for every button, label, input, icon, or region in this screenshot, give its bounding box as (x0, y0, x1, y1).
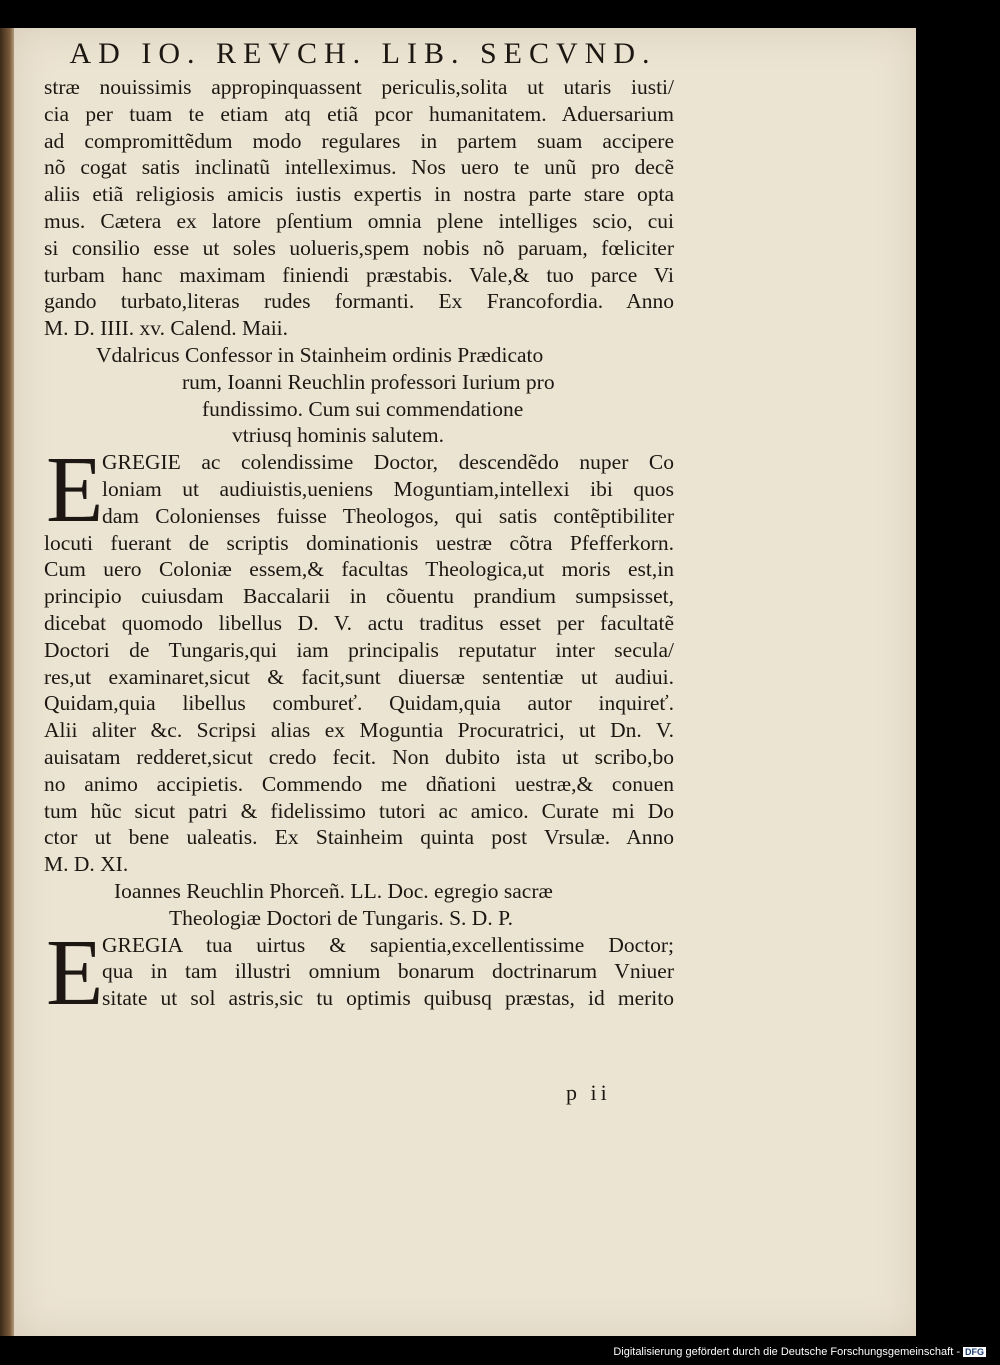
letter-heading-1 (44, 342, 674, 449)
text-line: dicebat quomodo libellus D. V. actu traditus esset per facultatẽ (44, 610, 674, 635)
text-line: GREGIE ac colendissime Doctor, descendẽdo nuper Co (102, 450, 674, 475)
text-line: ctor ut bene ualeatis. Ex Stainheim quinta post Vrsulæ. Anno (44, 825, 674, 850)
text-line: nõ cogat satis inclinatũ intelleximus. Nos uero te unũ pro decẽ (44, 155, 674, 180)
text-line: principio cuiusdam Baccalarii in cõuentu prandium sumpsisset, (44, 584, 674, 609)
page-text (44, 36, 674, 1025)
text-line: loniam ut audiuistis,ueniens Moguntiam,intellexi ibi quos (102, 476, 674, 501)
drop-initial: E (46, 920, 104, 1025)
text-line: aliis etiã religiosis amicis iustis expertis in nostra parte stare opta (44, 182, 674, 207)
drop-initial: E (46, 438, 104, 543)
signature-mark: p ii (566, 1080, 611, 1105)
text-line: tum hũc sicut patri & fidelissimo tutori ac amico. Curate mi Do (44, 798, 674, 823)
letter-heading-2 (44, 878, 674, 932)
text-line: gando turbato,literas rudes formanti. Ex Francofordia. Anno (44, 289, 674, 314)
running-head: AD IO. REVCH. LIB. SECVND. (69, 37, 657, 70)
paragraph-1 (44, 74, 674, 342)
text-line: GREGIA tua uirtus & sapientia,excellentissime Doctor; (102, 932, 674, 957)
text-line: sitate ut sol astris,sic tu optimis quibusq præstas, id merito (102, 986, 674, 1011)
text-line: ad compromittẽdum modo regulares in partem suam accipere (44, 128, 674, 153)
text-line: dam Colonienses fuisse Theologos, qui satis contẽptibiliter (102, 503, 674, 528)
text-line: mus. Cætera ex latore pſentium omnia plene intelliges scio, cui (44, 208, 674, 233)
heading-line: vtriusq hominis salutem. (232, 423, 445, 448)
text-line: turbam hanc maximam finiendi præstabis. Vale,& tuo parce Vi (44, 262, 674, 287)
text-line: auisatam redderet,sicut credo fecit. Non dubito ista ut scribo,bo (44, 744, 674, 769)
text-line: Alii aliter &c. Scripsi alias ex Moguntia Procuratrici, ut Dn. V. (44, 718, 674, 743)
text-line: M. D. IIII. xv. Calend. Maii. (44, 316, 289, 341)
text-line: res,ut examinaret,sicut & facit,sunt diuersæ sententiæ ut audiui. (44, 664, 674, 689)
paragraph-2 (44, 438, 674, 878)
text-line: M. D. XI. (44, 852, 129, 877)
heading-line: Theologiæ Doctori de Tungaris. S. D. P. (169, 905, 514, 930)
text-line: Quidam,quia libellus combureť. Quidam,quia autor inquireť. (44, 691, 674, 716)
text-line: stræ nouissimis appropinquassent periculis,solita ut utaris iusti/ (44, 75, 674, 99)
text-line: Doctori de Tungaris,qui iam principalis reputatur inter secula/ (44, 637, 674, 662)
text-line: cia per tuam te etiam atq etiã pcor humanitatem. Aduersarium (44, 101, 674, 126)
text-line: si consilio esse ut soles uolueris,spem nobis nõ paruam, fœliciter (44, 235, 674, 260)
text-line: locuti fuerant de scriptis dominationis uestræ cõtra Pfefferkorn. (44, 530, 674, 555)
dfg-logo: DFG (965, 1347, 984, 1358)
text-line: qua in tam illustri omnium bonarum doctrinarum Vniuer (102, 959, 674, 984)
footer-credit (613, 1346, 986, 1358)
footer-text: Digitalisierung gefördert durch die Deutsche Forschungsgemeinschaft - (613, 1346, 960, 1358)
heading-line: Ioannes Reuchlin Phorceñ. LL. Doc. egregio sacræ (114, 878, 553, 903)
text-line: no animo accipietis. Commendo me dñationi uestræ,& conuen (44, 771, 674, 796)
heading-line: rum, Ioanni Reuchlin professori Iurium pro (182, 369, 555, 394)
paragraph-3 (44, 920, 674, 1025)
heading-line: Vdalricus Confessor in Stainheim ordinis Prædicato (96, 342, 544, 367)
heading-line: fundissimo. Cum sui commendatione (202, 396, 524, 421)
text-line: Cum uero Coloniæ essem,& facultas Theologica,ut moris est,in (44, 557, 674, 582)
